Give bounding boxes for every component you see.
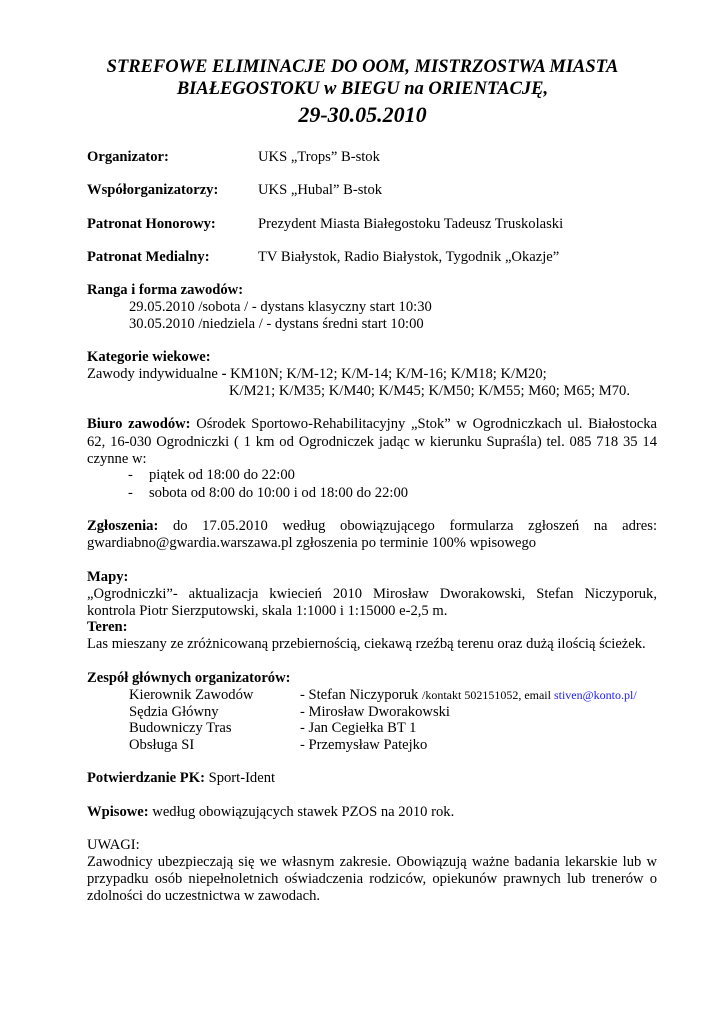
email-link[interactable]: stiven@konto.pl/	[553, 688, 637, 702]
mapy-heading: Mapy:	[87, 569, 129, 585]
organizator-value: UKS „Trops” B-stok	[258, 149, 380, 165]
kategorie-line-1	[87, 365, 547, 383]
biuro-text-1: Ośrodek Sportowo-Rehabilitacyjny „Stok” w Ogrodniczkach ul. Białostocka	[190, 416, 657, 432]
patronat-medialny-label: Patronat Medialny:	[87, 249, 210, 265]
ranga-day-2: 30.05.2010 /niedziela / - dystans średni start 10:00	[129, 316, 424, 332]
patronat-honorowy-value: Prezydent Miasta Białegostoku Tadeusz Truskolaski	[258, 216, 564, 232]
zespol-name: - Przemysław Patejko	[300, 737, 428, 753]
zespol-name: - Mirosław Dworakowski	[300, 704, 450, 720]
biuro-line-3: czynne w:	[87, 451, 147, 467]
zgloszenia-label: Zgłoszenia:	[87, 518, 159, 534]
zespol-name: - Jan Cegiełka BT 1	[300, 720, 417, 736]
patronat-honorowy-label: Patronat Honorowy:	[87, 216, 216, 232]
kategorie-line-2: K/M21; K/M35; K/M40; K/M45; K/M50; K/M55; M60; M65; M70.	[229, 383, 630, 399]
zespol-role: Sędzia Główny	[129, 704, 219, 720]
patronat-medialny-value: TV Białystok, Radio Białystok, Tygodnik „Okazje”	[258, 249, 560, 265]
biuro-line-1	[87, 415, 657, 433]
mapy-line-1: „Ogrodniczki”- aktualizacja kwiecień 2010 Mirosław Dworakowski, Stefan Niczyporuk,	[87, 586, 657, 602]
potwierdzanie-value: Sport-Ident	[204, 770, 276, 786]
potwierdzanie-line	[87, 769, 275, 787]
wpisowe-line	[87, 803, 454, 821]
kategorie-list-1: KM10N; K/M-12; K/M-14; K/M-16; K/M18; K/M20;	[226, 366, 547, 382]
zespol-role: Kierownik Zawodów	[129, 687, 254, 703]
zgloszenia-line-2: gwardiabno@gwardia.warszawa.pl zgłoszenia po terminie 100% wpisowego	[87, 535, 537, 551]
biuro-hours-friday: piątek od 18:00 do 22:00	[149, 467, 295, 483]
uwagi-line-2: przypadku osób niepełnoletnich oświadczenia rodziców, opiekunów prawnych lub trenerów o	[87, 871, 657, 887]
zespol-name: - Stefan Niczyporuk	[300, 687, 422, 703]
biuro-line-2: 62, 16-030 Ogrodniczki ( 1 km od Ogrodniczek jadąc w kierunku Supraśla) tel. 085 718 35 14	[87, 434, 657, 450]
organizator-label: Organizator:	[87, 149, 169, 165]
biuro-dash-1: -	[128, 467, 133, 483]
biuro-hours-saturday: sobota od 8:00 do 10:00 i od 18:00 do 22:00	[149, 485, 409, 501]
teren-line-1: Las mieszany ze zróżnicowaną przebiernością, ciekawą rzeźbą terenu oraz dużą ilością ścieżek.	[87, 636, 646, 652]
zgloszenia-line-1	[87, 517, 657, 535]
zgloszenia-text-1: do 17.05.2010 według obowiązującego formularza zgłoszeń na adres:	[158, 518, 657, 534]
wspolorganizatorzy-value: UKS „Hubal” B-stok	[258, 182, 383, 198]
title-line-1: STREFOWE ELIMINACJE DO OOM, MISTRZOSTWA MIASTA	[106, 57, 619, 77]
teren-heading: Teren:	[87, 619, 128, 635]
wpisowe-value: według obowiązujących stawek PZOS na 2010 rok.	[148, 804, 455, 820]
ranga-heading: Ranga i forma zawodów:	[87, 282, 244, 298]
title-date: 29-30.05.2010	[298, 102, 427, 127]
wspolorganizatorzy-label: Współorganizatorzy:	[87, 182, 219, 198]
mapy-line-2: kontrola Piotr Sierzputowski, skala 1:1000 i 1:15000 e-2,5 m.	[87, 603, 448, 619]
biuro-label: Biuro zawodów:	[87, 416, 191, 432]
kategorie-prefix: Zawody indywidualne	[87, 366, 222, 382]
uwagi-line-1: Zawodnicy ubezpieczają się we własnym zakresie. Obowiązują ważne badania lekarskie lub w	[87, 854, 657, 870]
ranga-day-1: 29.05.2010 /sobota / - dystans klasyczny start 10:30	[129, 299, 432, 315]
uwagi-heading: UWAGI:	[87, 837, 140, 853]
zespol-heading: Zespół głównych organizatorów:	[87, 670, 291, 686]
kategorie-heading: Kategorie wiekowe:	[87, 349, 211, 365]
title-line-2: BIAŁEGOSTOKU w BIEGU na ORIENTACJĘ,	[176, 79, 549, 99]
wpisowe-label: Wpisowe:	[87, 804, 149, 820]
potwierdzanie-label: Potwierdzanie PK:	[87, 770, 205, 786]
zespol-role: Budowniczy Tras	[129, 720, 232, 736]
zespol-role: Obsługa SI	[129, 737, 195, 753]
uwagi-line-3: zdolności do uczestnictwa w zawodach.	[87, 888, 321, 904]
kategorie-dash: -	[221, 366, 227, 382]
biuro-dash-2: -	[128, 485, 133, 501]
zespol-person	[300, 686, 637, 704]
zespol-contact: /kontakt 502151052, email	[421, 688, 554, 702]
